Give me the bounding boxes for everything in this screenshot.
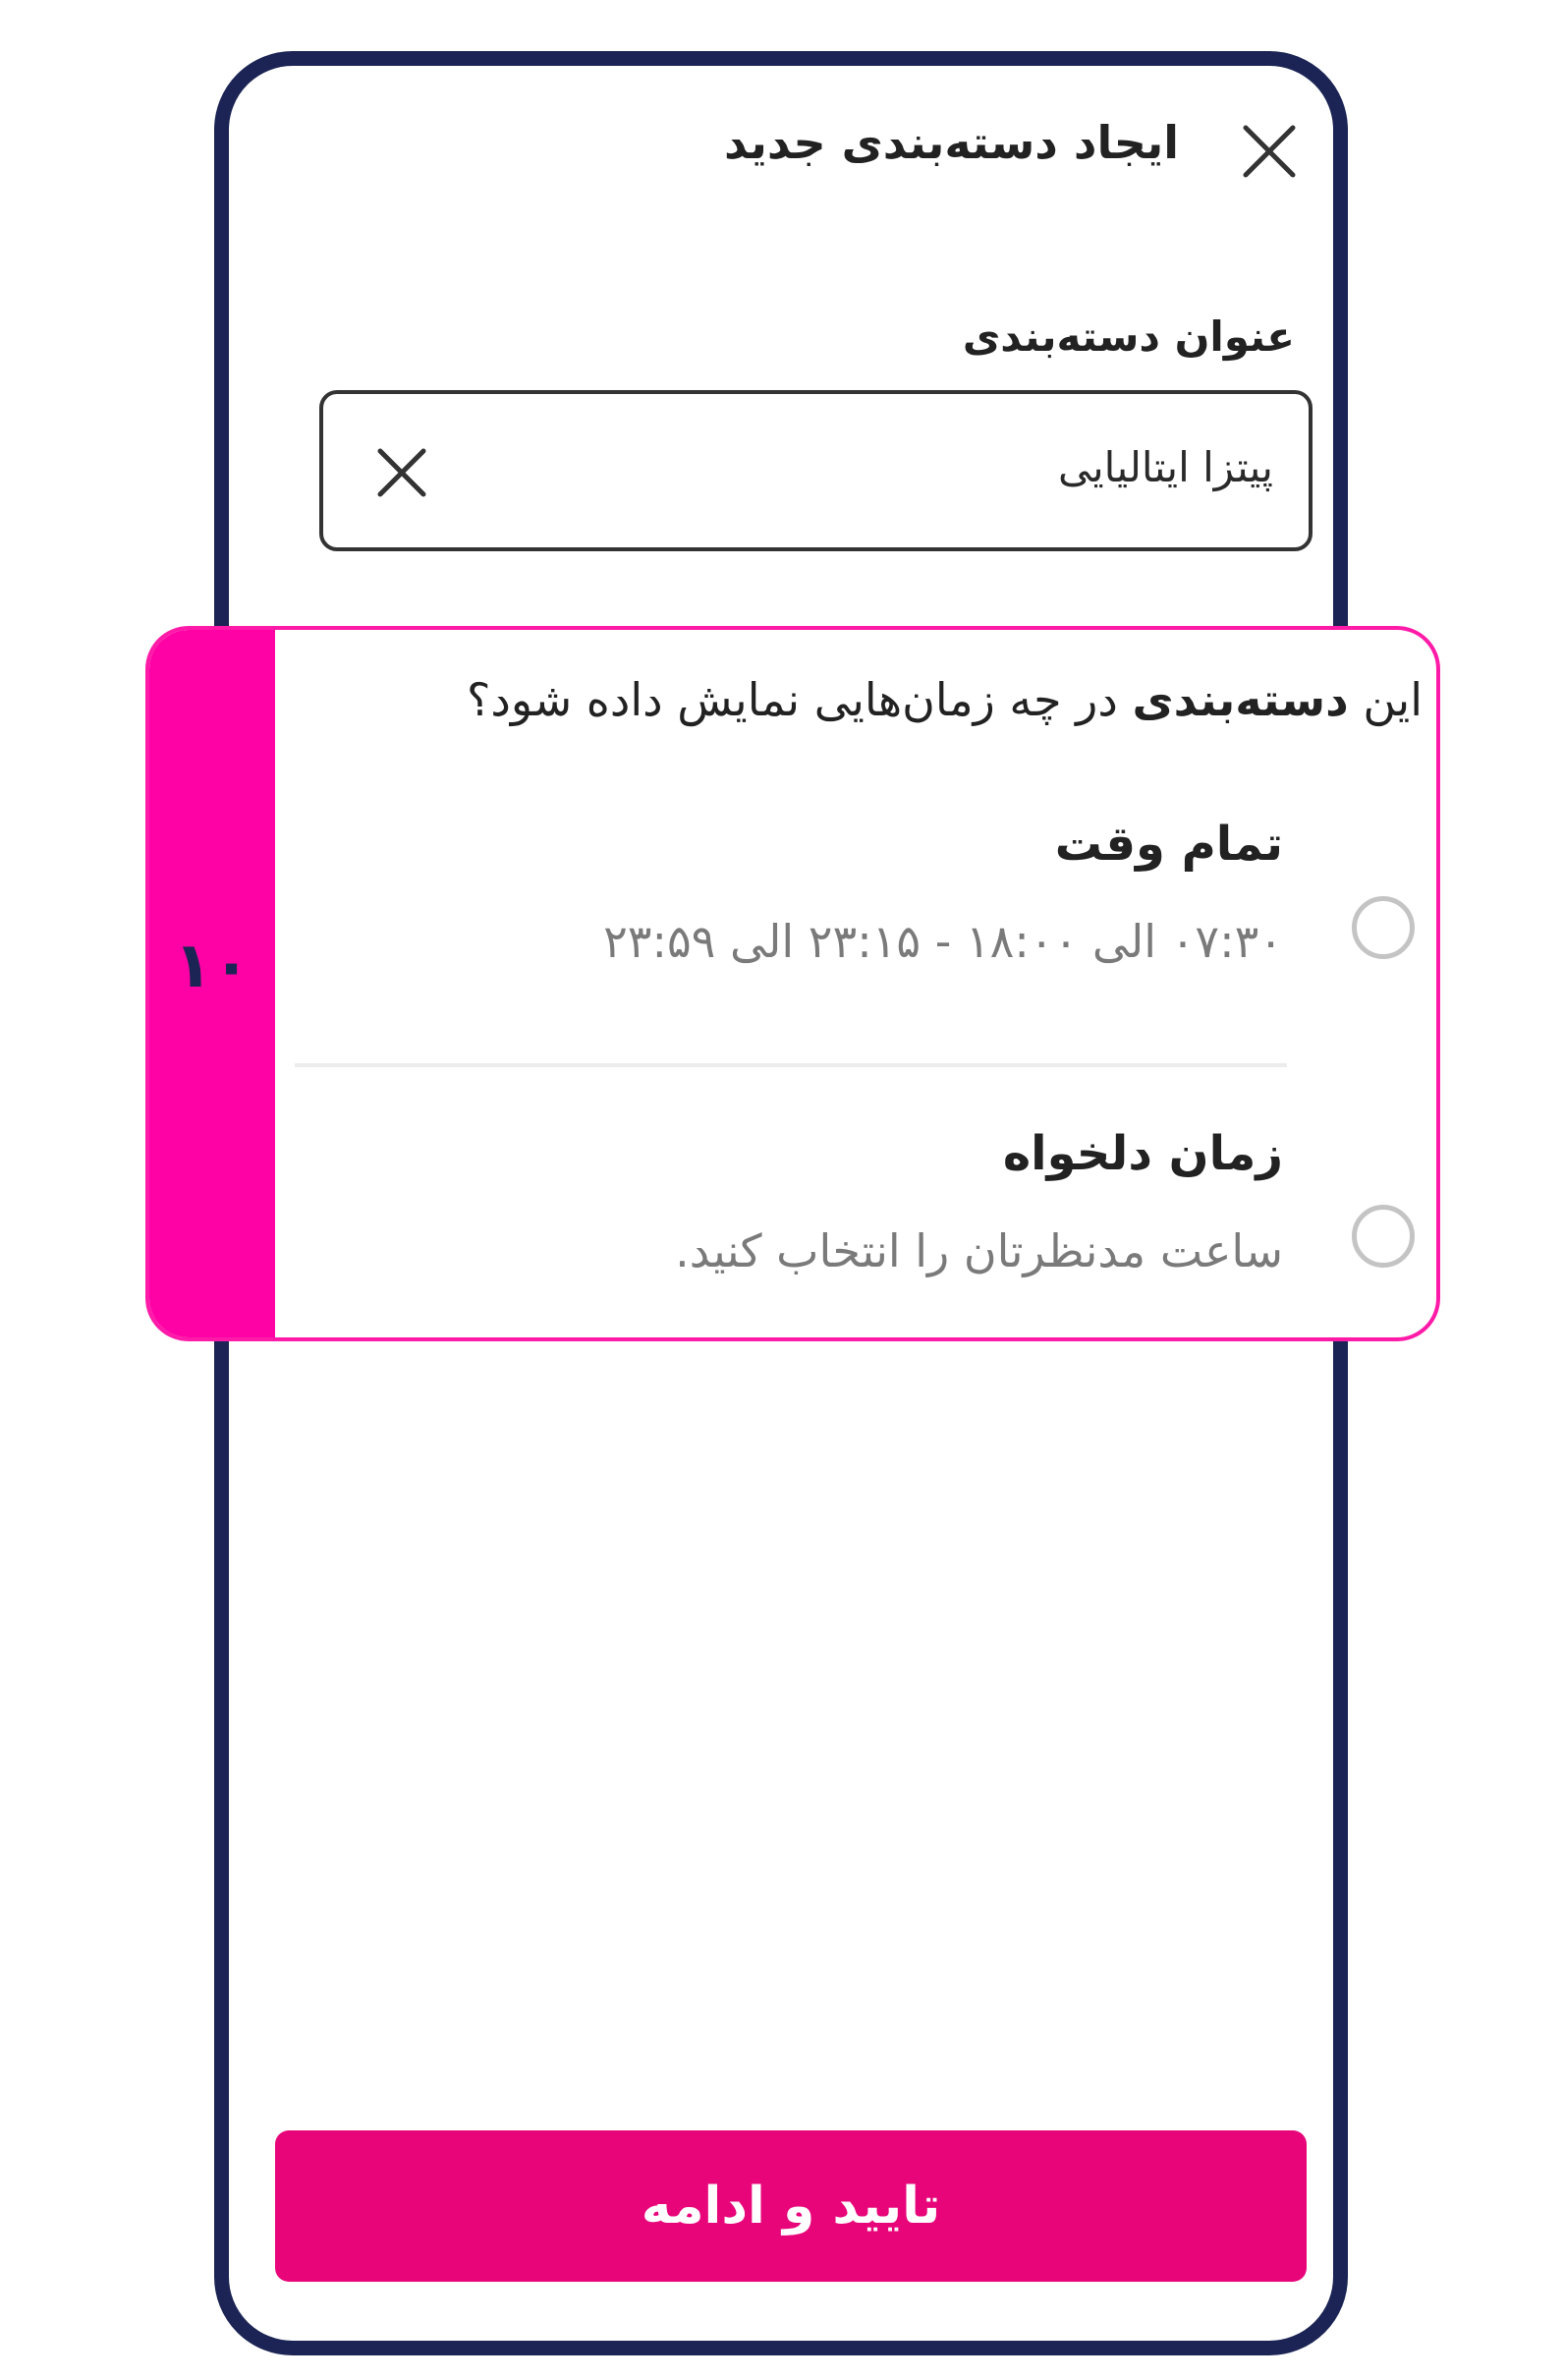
- close-button[interactable]: [1240, 122, 1299, 181]
- radio-button[interactable]: [1352, 896, 1415, 959]
- option-title: زمان دلخواه: [1002, 1126, 1283, 1181]
- display-time-card: [145, 626, 1440, 1341]
- display-time-question: [467, 673, 1423, 726]
- step-badge: [149, 630, 275, 1337]
- category-title-label: عنوان دسته‌بندی: [962, 312, 1295, 361]
- option-subtitle: ساعت مدنظرتان را انتخاب کنید.: [675, 1224, 1283, 1277]
- option-full-time[interactable]: [275, 817, 1440, 1052]
- question-bold: دسته‌بندی: [1132, 673, 1349, 726]
- confirm-continue-button[interactable]: تایید و ادامه: [275, 2130, 1307, 2282]
- category-title-input[interactable]: [319, 390, 1313, 551]
- option-subtitle: ۰۷:۳۰ الی ۱۸:۰۰ - ۲۳:۱۵ الی ۲۳:۵۹: [603, 915, 1283, 968]
- divider: [295, 1063, 1287, 1067]
- question-prefix: این: [1348, 673, 1423, 726]
- option-title: تمام وقت: [1054, 817, 1283, 872]
- close-icon: [1240, 122, 1299, 181]
- step-number: ۱۰: [173, 930, 251, 1002]
- option-custom-time[interactable]: [275, 1126, 1440, 1323]
- close-icon: [374, 445, 429, 500]
- page-title: ایجاد دسته‌بندی جدید: [724, 116, 1179, 169]
- question-suffix: در چه زمان‌هایی نمایش داده شود؟: [466, 673, 1133, 726]
- clear-input-button[interactable]: [374, 445, 429, 500]
- category-title-value[interactable]: پیتزا ایتالیایی: [1057, 443, 1273, 491]
- radio-button[interactable]: [1352, 1205, 1415, 1268]
